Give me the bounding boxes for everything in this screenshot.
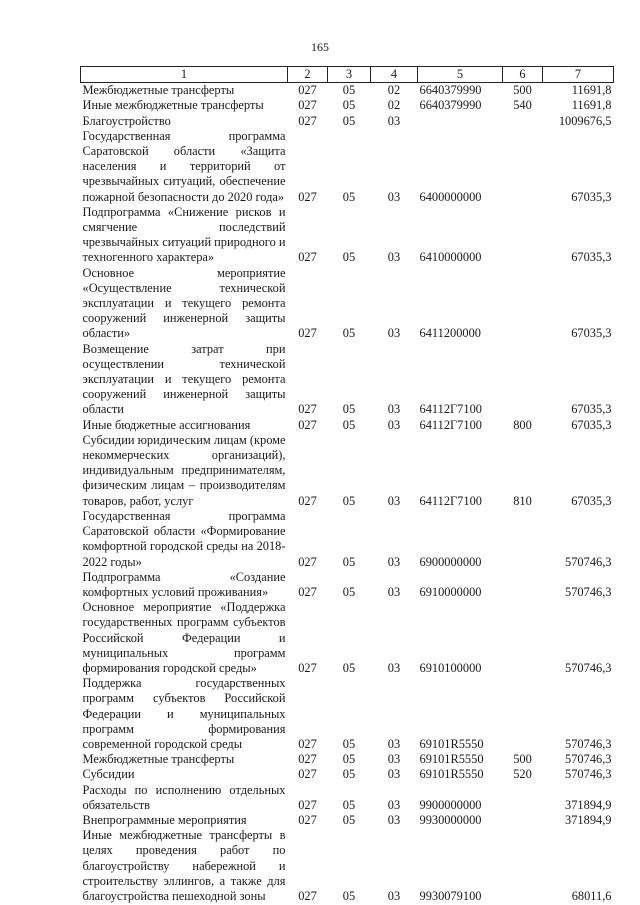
table-row [81,342,614,418]
target-article-code: 9930000000 [419,812,482,827]
ministry-code: 027 [298,752,317,767]
row-name: Государственная программа Саратовской области «Защита населения и территорий от чрезвычайных ситуаций, обеспечение пожарной безопасности до 2020 года» [82,128,286,204]
subsection-code: 03 [387,736,401,751]
table-row [81,676,614,752]
row-name: Поддержка государственных программ субъектов Российской Федерации и муниципальных программ формирования современной городской среды [82,676,286,751]
row-name: Основное мероприятие «Осуществление технической эксплуатации и текущего ремонта сооружений инженерной защиты области» [82,265,286,341]
ministry-code: 027 [298,767,317,782]
amount: 570746,3 [565,584,612,599]
subsection-code: 03 [387,250,401,265]
amount: 570746,3 [565,767,612,782]
ministry-code: 027 [298,326,317,341]
target-article-code: 64112Г7100 [419,417,482,432]
ministry-code: 027 [298,113,317,128]
section-code: 05 [342,402,356,417]
section-code: 05 [342,113,356,128]
section-code: 05 [342,752,356,767]
amount: 11691,8 [571,98,612,113]
subsection-code: 03 [387,189,401,204]
expense-type-code [503,570,543,600]
section-code: 05 [342,326,356,341]
section-code: 05 [342,493,356,508]
ministry-code: 027 [298,493,317,508]
ministry-code: 027 [298,554,317,569]
subsection-code: 03 [387,554,401,569]
amount: 67035,3 [571,417,612,432]
target-article-code: 6400000000 [419,189,482,204]
header-cell: 2 [288,67,328,83]
ministry-code: 027 [298,402,317,417]
target-article-code: 6900000000 [419,554,482,569]
page-number: 165 [311,40,329,54]
header-cell: 5 [418,67,503,83]
target-article-code: 6910100000 [419,660,482,675]
subsection-code: 03 [387,584,401,599]
expense-type-code [503,783,543,813]
section-code: 05 [342,660,356,675]
subsection-code: 03 [387,752,401,767]
row-name: Подпрограмма «Создание комфортных условий проживания» [82,569,286,599]
amount: 67035,3 [571,493,612,508]
expense-type-code [503,205,543,266]
target-article-code: 69101R5550 [419,752,484,767]
subsection-code: 03 [387,417,401,432]
ministry-code: 027 [298,888,317,903]
target-article-code: 9900000000 [419,797,482,812]
expense-type-code [503,509,543,570]
target-article-code: 64112Г7100 [419,402,482,417]
table-row [81,600,614,676]
table-row [81,83,614,99]
section-code: 05 [342,584,356,599]
section-code: 05 [342,250,356,265]
subsection-code: 03 [387,797,401,812]
header-cell: 4 [371,67,418,83]
expense-type-code [503,600,543,676]
target-article-code: 69101R5550 [419,767,484,782]
expense-type-code: 800 [513,417,532,432]
target-article-code: 6640379990 [419,83,482,98]
expense-type-code: 500 [513,83,532,98]
ministry-code: 027 [298,98,317,113]
subsection-code: 03 [387,402,401,417]
row-name: Внепрограммные мероприятия [82,812,247,827]
subsection-code: 03 [387,812,401,827]
subsection-code: 03 [387,660,401,675]
ministry-code: 027 [298,584,317,599]
ministry-code: 027 [298,417,317,432]
section-code: 05 [342,767,356,782]
amount: 570746,3 [565,736,612,751]
expense-type-code [503,342,543,418]
subsection-code: 03 [387,493,401,508]
target-article-code: 6410000000 [419,250,482,265]
section-code: 05 [342,98,356,113]
amount: 570746,3 [565,752,612,767]
expense-type-code: 520 [513,767,532,782]
table-row [81,129,614,205]
section-code: 05 [342,189,356,204]
header-cell: 7 [543,67,614,83]
amount: 67035,3 [571,189,612,204]
amount: 371894,9 [565,797,612,812]
table-row [81,433,614,509]
subsection-code: 03 [387,326,401,341]
subsection-code: 03 [387,767,401,782]
ministry-code: 027 [298,812,317,827]
target-article-code: 6640379990 [419,98,482,113]
amount: 371894,9 [565,812,612,827]
ministry-code: 027 [298,736,317,751]
target-article-code: 6411200000 [419,326,481,341]
target-article-code: 6910000000 [419,584,482,599]
amount: 67035,3 [571,326,612,341]
subsection-code: 03 [387,113,401,128]
target-article-code: 64112Г7100 [419,493,482,508]
amount: 67035,3 [571,402,612,417]
row-name: Благоустройство [82,113,171,128]
target-article-code: 9930079100 [419,888,482,903]
row-name: Государственная программа Саратовской области «Формирование комфортной городской среды на 2018-2022 годы» [82,508,286,569]
amount: 11691,8 [571,83,612,98]
section-code: 05 [342,888,356,903]
table-row [81,205,614,266]
table-row [81,783,614,813]
subsection-code: 02 [387,98,401,113]
amount: 570746,3 [565,660,612,675]
ministry-code: 027 [298,189,317,204]
table-row [81,98,614,113]
header-cell: 1 [81,67,288,83]
table-row [81,813,614,828]
header-cell: 6 [503,67,543,83]
expense-type-code [503,813,543,828]
table-row [81,114,614,129]
budget-table [80,66,614,904]
expense-type-code: 810 [513,493,532,508]
row-name: Иные межбюджетные трансферты [82,98,264,113]
target-article-code [418,114,503,129]
expense-type-code [503,676,543,752]
amount: 68011,6 [571,888,612,903]
row-name: Возмещение затрат при осуществлении технической эксплуатации и текущего ремонта сооружений инженерной защиты области [82,341,286,417]
amount: 1009676,5 [558,113,612,128]
expense-type-code [503,266,543,342]
expense-type-code: 500 [513,752,532,767]
row-name: Субсидии [82,767,135,782]
section-code: 05 [342,417,356,432]
header-cell: 3 [328,67,371,83]
subsection-code: 02 [387,83,401,98]
subsection-code: 03 [387,888,401,903]
section-code: 05 [342,736,356,751]
row-name: Основное мероприятие «Поддержка государственных программ субъектов Российской Федерации и муниципальных программ формирования городской среды» [82,600,286,675]
expense-type-code [503,114,543,129]
ministry-code: 027 [298,797,317,812]
table-row [81,266,614,342]
row-name: Субсидии юридическим лицам (кроме некоммерческих организаций), индивидуальным предпринимателям, физическим лицам – производителям товаров, работ, услуг [82,432,286,508]
target-article-code: 69101R5550 [419,736,484,751]
row-name: Межбюджетные трансферты [82,83,235,98]
row-name: Расходы по исполнению отдельных обязательств [82,782,286,812]
table-row [81,418,614,433]
table-row [81,509,614,570]
expense-type-code [503,828,543,904]
section-code: 05 [342,812,356,827]
table-row [81,570,614,600]
row-name: Иные бюджетные ассигнования [82,417,251,432]
table-row [81,752,614,767]
ministry-code: 027 [298,660,317,675]
ministry-code: 027 [298,250,317,265]
section-code: 05 [342,83,356,98]
amount: 67035,3 [571,250,612,265]
row-name: Подпрограмма «Снижение рисков и смягчение последствий чрезвычайных ситуаций природного и техногенного характера» [82,204,286,265]
row-name: Иные межбюджетные трансферты в целях проведения работ по благоустройству набережной и строительству эллингов, а также для благоустройства пешеходной зоны [82,828,286,903]
amount: 570746,3 [565,554,612,569]
table-row [81,767,614,782]
ministry-code: 027 [298,83,317,98]
table-row [81,828,614,904]
expense-type-code: 540 [513,98,532,113]
section-code: 05 [342,797,356,812]
expense-type-code [503,129,543,205]
header-row [81,67,614,83]
row-name: Межбюджетные трансферты [82,752,235,767]
section-code: 05 [342,554,356,569]
